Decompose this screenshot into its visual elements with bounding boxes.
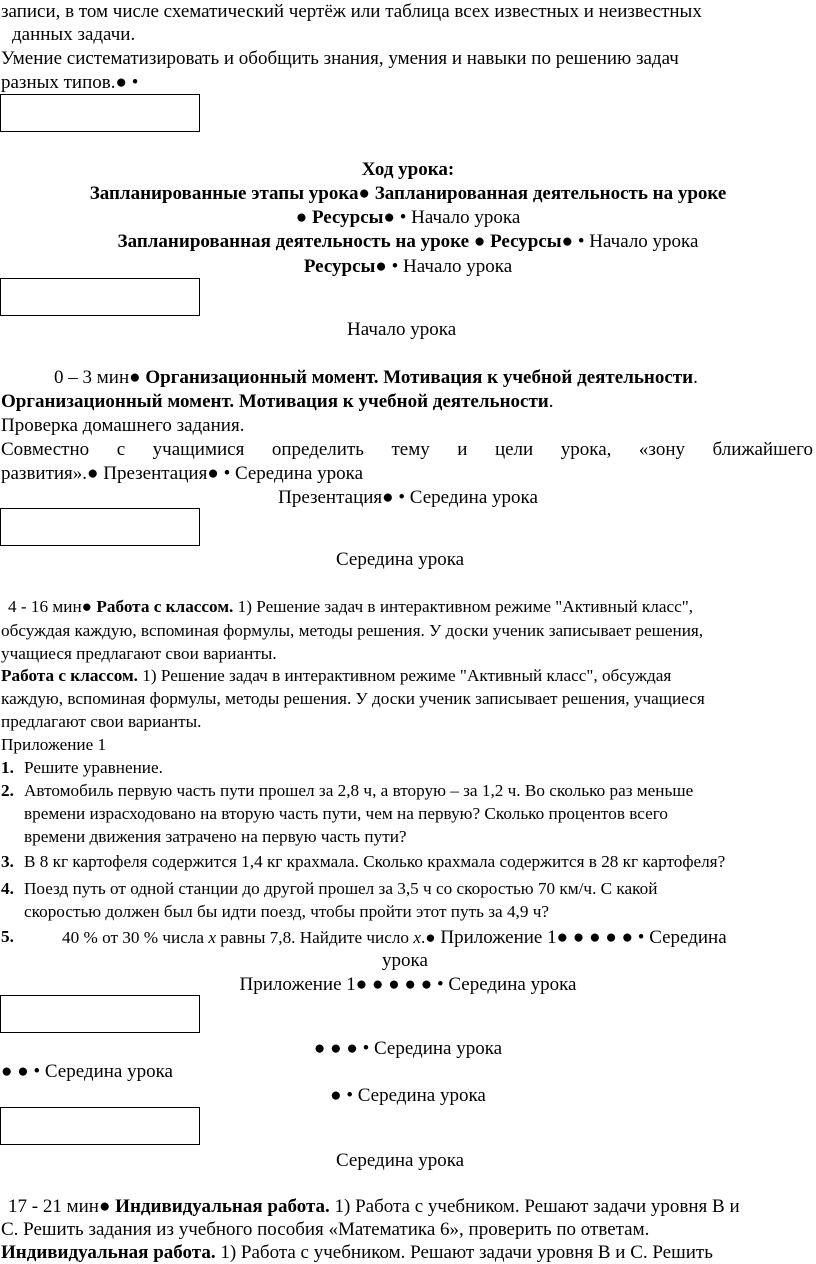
task-number: 4 — [1, 879, 10, 898]
resources-line: ● ● ● • Середина урока — [313, 1038, 503, 1059]
stage-2-header: 4 - 16 мин● Работа с классом. 1) Решение задач в интерактивном режиме "Активный класс", — [8, 597, 694, 616]
stage-title: Работа с классом. — [96, 597, 234, 616]
resources-line: ● • Середина урока — [330, 1085, 486, 1106]
goal-line: Совместно с учащимися определить тему и цели урока, «зону ближайшего — [1, 439, 813, 460]
stage-3-text: С. Решить задания из учебного пособия «Математика 6», проверить по ответам. — [1, 1219, 650, 1240]
homework-line: Проверка домашнего задания. — [1, 415, 245, 436]
intro-line-1: записи, в том числе схематический чертёж или таблица всех известных и неизвестных — [1, 1, 702, 22]
stage-2-repeat: каждую, вспоминая формулы, методы решения. У доски ученик записывает решения, учащиеся — [1, 689, 705, 708]
task-text: скоростью должен был бы идти поезд, чтобы пройти этот путь за 4,9 ч? — [24, 902, 549, 921]
task-text: Автомобиль первую часть пути прошел за 2,8 ч, а вторую – за 1,2 ч. Во сколько раз меньше — [24, 781, 694, 800]
section-caption: Начало урока — [347, 319, 457, 340]
stage-title: Индивидуальная работа. — [115, 1196, 330, 1217]
start-label: Начало урока — [411, 207, 521, 228]
lesson-activity-line: Запланированная деятельность на уроке ● Ресурсы● • Начало урока — [117, 231, 699, 252]
task-item: 2. — [1, 781, 14, 800]
task-item: 4. — [1, 879, 14, 898]
section-caption: Середина урока — [336, 549, 465, 570]
task-text: Решите уравнение. — [24, 758, 163, 777]
task-text: Поезд путь от одной станции до другой прошел за 3,5 ч со скоростью 70 км/ч. С какой — [24, 879, 658, 898]
empty-frame — [0, 508, 200, 546]
appendix-label: Приложение 1 — [1, 735, 107, 754]
lesson-subheading — [0, 184, 816, 203]
lesson-heading: Ход урока: — [361, 159, 455, 180]
lesson-resources-line: ● Ресурсы● • Начало урока — [295, 207, 521, 228]
task-text-wrap: урока — [382, 950, 428, 971]
task-text: 40 % от 30 % числа x равны 7,8. Найдите число x.● Приложение 1● ● ● ● ● • Середина — [62, 927, 727, 948]
goal-line-end: развития».● Презентация● • Середина урока — [1, 463, 364, 484]
stage-1-header: 0 – 3 мин● Организационный момент. Мотивация к учебной деятельности. — [54, 367, 698, 388]
resources-line: Приложение 1● ● ● ● ● • Середина урока — [239, 974, 577, 995]
task-item: 5. — [1, 927, 14, 946]
bullet-glyphs: ● • — [115, 72, 139, 93]
intro-line-2: данных задачи. — [12, 24, 136, 45]
intro-line-4 — [1, 73, 138, 92]
stage-2-repeat: Работа с классом. 1) Решение задач в интерактивном режиме "Активный класс", обсуждая — [1, 666, 672, 685]
stage-1-title-repeat: Организационный момент. Мотивация к учебной деятельности. — [1, 391, 554, 412]
task-number: 1 — [1, 758, 10, 777]
task-text: времени израсходовано на вторую часть пути, чем на первую? Сколько процентов всего — [24, 804, 668, 823]
task-text: времени движения затрачено на первую часть пути? — [24, 827, 407, 846]
task-item: 3. — [1, 852, 14, 871]
task-text: В 8 кг картофеля содержится 1,4 кг крахмала. Сколько крахмала содержится в 28 кг картофеля? — [24, 852, 726, 871]
resources-label: Ресурсы — [311, 207, 384, 228]
empty-frame — [0, 1107, 200, 1145]
stage-2-text: учащиеся предлагают свои варианты. — [1, 644, 277, 663]
empty-frame — [0, 278, 200, 316]
stage-time: 17 - 21 мин — [8, 1196, 99, 1217]
empty-frame — [0, 995, 200, 1033]
resources-line: Презентация● • Середина урока — [278, 487, 538, 508]
bullet: ● — [358, 183, 371, 204]
intro-line-3: Умение систематизировать и обобщить знания, умения и навыки по решению задач — [1, 48, 679, 69]
empty-frame — [0, 94, 200, 132]
task-number: 2 — [1, 781, 10, 800]
stage-3-header: 17 - 21 мин● Индивидуальная работа. 1) Работа с учебником. Решают задачи уровня В и — [8, 1196, 740, 1217]
stage-2-repeat: предлагают свои варианты. — [1, 712, 202, 731]
stage-time: 4 - 16 мин — [8, 597, 82, 616]
task-item: 1. — [1, 758, 14, 777]
task-number: 3 — [1, 852, 10, 871]
stage-2-text: обсуждая каждую, вспоминая формулы, методы решения. У доски ученик записывает решения, — [1, 621, 704, 640]
stage-time: 0 – 3 мин — [54, 367, 130, 388]
stage-3-repeat: Индивидуальная работа. 1) Работа с учебником. Решают задачи уровня В и С. Решить — [1, 1242, 713, 1263]
task-number: 5 — [1, 927, 10, 946]
planned-activity: Запланированная деятельность на уроке — [374, 183, 727, 204]
lesson-resources-line-2: Ресурсы● • Начало урока — [303, 256, 513, 277]
stage-title: Организационный момент. Мотивация к учебной деятельности — [145, 367, 694, 388]
section-caption: Середина урока — [336, 1150, 465, 1171]
intro-text: разных типов. — [1, 72, 116, 93]
planned-stages: Запланированные этапы урока — [89, 183, 359, 204]
resources-line: ● ● • Середина урока — [1, 1061, 173, 1082]
